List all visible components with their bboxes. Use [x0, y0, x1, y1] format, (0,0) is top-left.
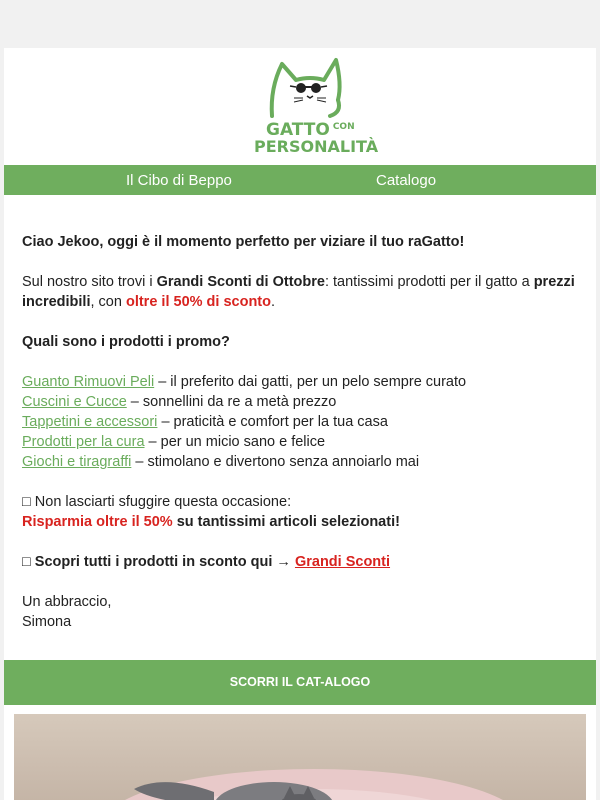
- product-link-cuscini[interactable]: Cuscini e Cucce: [22, 394, 127, 410]
- product-list: Guanto Rimuovi Peli – il preferito dai gatti, per un pelo sempre curato Cuscini e Cucce – sonnellini da re a metà prezzo Tappetini e accessori – praticità e comfort per la tua casa Prodotti per la cura – per un micio sano e felice Giochi e tiragraffi – stimolano e divertono senza annoiarlo mai: [22, 374, 467, 470]
- cat-bed-photo-illustration: [14, 714, 586, 800]
- product-photo[interactable]: [14, 714, 586, 800]
- nav-link-cibo-di-beppo[interactable]: Il Cibo di Beppo: [126, 172, 232, 189]
- brand-logo[interactable]: [4, 48, 596, 165]
- product-link-cura[interactable]: Prodotti per la cura: [22, 434, 145, 450]
- email-content: [22, 232, 582, 632]
- catalog-cta-label: SCORRI IL CAT-ALOGO: [229, 675, 371, 689]
- signoff-greeting: Un abbraccio,: [22, 594, 112, 610]
- product-link-guanto[interactable]: Guanto Rimuovi Peli: [22, 374, 155, 390]
- catalog-cta-button[interactable]: [4, 660, 596, 705]
- nav-link-catalogo[interactable]: Catalogo: [376, 172, 437, 189]
- cat-logo-icon: [250, 54, 350, 122]
- email-body: [4, 48, 596, 800]
- reminder-text: □ Non lasciarti sfuggire questa occasione:: [22, 494, 292, 510]
- product-link-tappetini[interactable]: Tappetini e accessori: [22, 414, 158, 430]
- grandi-sconti-link[interactable]: Grandi Sconti: [294, 554, 391, 570]
- greeting: Ciao Jekoo, oggi è il momento perfetto per viziare il tuo raGatto!: [22, 234, 465, 250]
- brand-name-line1: GATTO $^{CON}$: [266, 120, 355, 140]
- discover-line: □ Scopri tutti i prodotti in sconto qui → Grandi Sconti: [22, 554, 391, 570]
- signoff-name: Simona: [22, 614, 72, 630]
- top-navigation: [4, 165, 596, 195]
- product-link-giochi[interactable]: Giochi e tiragraffi: [22, 454, 132, 470]
- intro-paragraph: Sul nostro sito trovi i Grandi Sconti di Ottobre: tantissimi prodotti per il gatto a prezzi incredibili, con oltre il 50% di sconto.: [22, 274, 575, 310]
- promo-question: Quali sono i prodotti i promo?: [22, 334, 230, 350]
- brand-name-line2: PERSONALITÀ: [254, 137, 379, 156]
- savings-line: Risparmia oltre il 50% su tantissimi articoli selezionati!: [22, 514, 400, 530]
